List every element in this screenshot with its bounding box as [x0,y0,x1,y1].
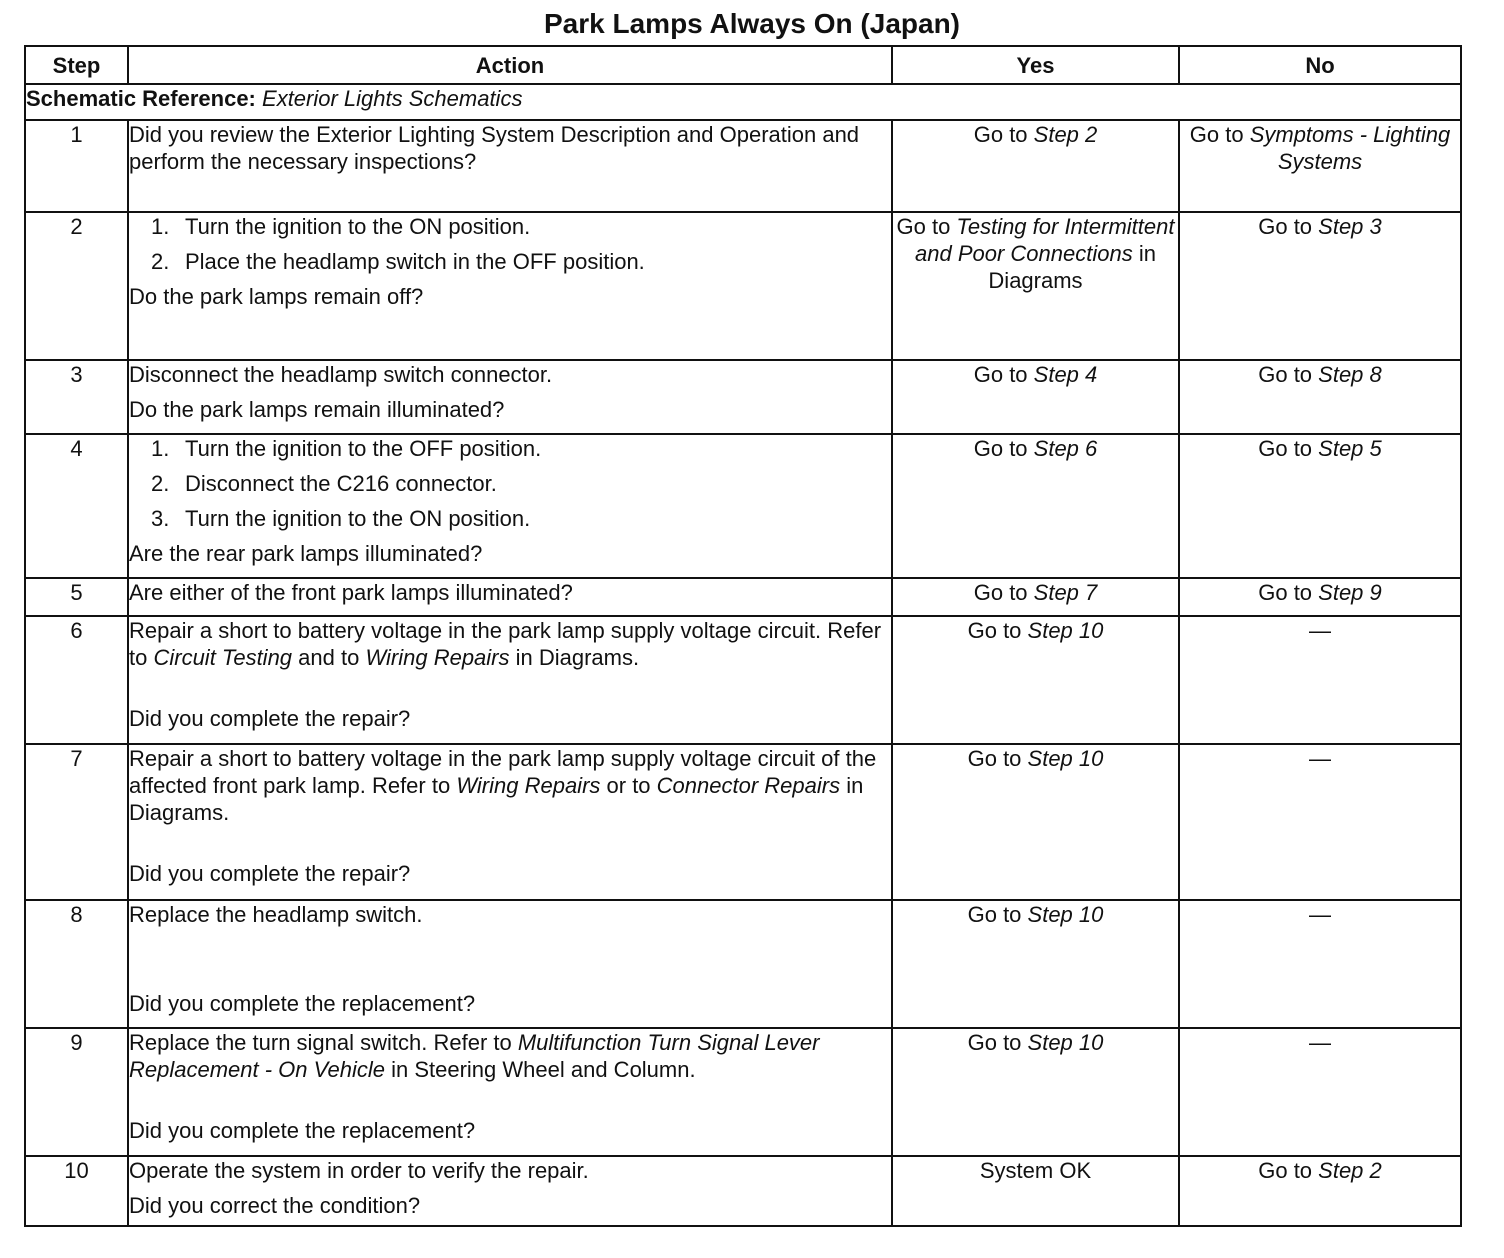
table-row [25,212,1461,360]
no-link[interactable]: Step 9 [1318,580,1382,605]
substep-text: Disconnect the C216 connector. [185,471,497,496]
table-row [25,900,1461,1028]
table-row [25,1156,1461,1226]
header-yes: Yes [892,46,1179,84]
action-text-part: Repair a short to battery voltage in the park lamp supply voltage circuit of the affected front park lamp. Refer to [129,746,877,798]
no-prefix: Go to [1189,122,1250,147]
action-text-part: in Steering Wheel and Column. [384,1057,696,1082]
no-cell [1179,900,1461,1028]
table-row [25,120,1461,212]
yes-text: System OK [979,1158,1092,1183]
action-link[interactable]: Wiring Repairs [365,645,510,670]
yes-link[interactable]: Step 10 [1027,618,1104,643]
header-step: Step [25,46,128,84]
yes-cell [892,212,1179,360]
no-link[interactable]: Step 8 [1318,362,1382,387]
step-number: 4 [25,434,128,578]
substep-number: 3. [151,506,170,531]
action-text: Are either of the front park lamps illuminated? [129,580,573,605]
action-text [129,1029,891,1083]
no-prefix: Go to [1258,214,1319,239]
no-link[interactable]: Step 5 [1318,436,1382,461]
schematic-link[interactable]: Exterior Lights Schematics [262,86,523,111]
action-text-part: Repair a short to battery voltage in the park lamp supply voltage circuit. Refer to [129,618,882,670]
no-dash: — [1309,902,1331,927]
yes-link[interactable]: Testing for Intermittent and Poor Connections [915,214,1175,266]
yes-cell [892,744,1179,900]
substep-text: Turn the ignition to the ON position. [185,506,531,531]
question-text: Do the park lamps remain illuminated? [129,397,505,422]
yes-cell [892,1156,1179,1226]
substep-number: 1. [151,436,170,461]
action-cell [128,434,892,578]
schematic-label: Schematic Reference: [26,86,256,111]
yes-prefix: Go to [973,362,1034,387]
diagnostic-table [24,45,1462,1227]
step-number: 8 [25,900,128,1028]
question-text: Are the rear park lamps illuminated? [129,541,483,566]
action-cell [128,900,892,1028]
substep [129,213,891,248]
no-dash: — [1309,618,1331,643]
no-prefix: Go to [1258,362,1319,387]
action-cell [128,212,892,360]
action-text-part: and to [292,645,366,670]
action-text [129,745,891,826]
no-dash: — [1309,1030,1331,1055]
action-text: Replace the headlamp switch. [129,902,423,927]
yes-cell [892,616,1179,744]
yes-cell [892,578,1179,616]
action-cell [128,744,892,900]
action-text-part: in Diagrams. [129,773,864,825]
yes-prefix: Go to [973,122,1034,147]
no-link[interactable]: Step 3 [1318,214,1382,239]
substep-number: 2. [151,471,170,496]
yes-prefix: Go to [967,1030,1028,1055]
yes-suffix: in Diagrams [988,241,1156,293]
table-row [25,434,1461,578]
no-prefix: Go to [1258,580,1319,605]
header-action: Action [128,46,892,84]
action-text: Operate the system in order to verify the repair. [129,1158,589,1183]
yes-link[interactable]: Step 10 [1027,1030,1104,1055]
action-cell [128,1156,892,1226]
substep-number: 1. [151,214,170,239]
action-text-part: Replace the turn signal switch. Refer to [129,1030,518,1055]
yes-link[interactable]: Step 6 [1033,436,1098,461]
no-dash: — [1309,746,1331,771]
substep-text: Place the headlamp switch in the OFF position. [185,249,645,274]
action-link[interactable]: Connector Repairs [656,773,841,798]
yes-link[interactable]: Step 7 [1033,580,1098,605]
no-cell [1179,360,1461,434]
step-number: 9 [25,1028,128,1156]
page-title: Park Lamps Always On (Japan) [544,8,960,39]
yes-prefix: Go to [967,746,1028,771]
action-cell [128,578,892,616]
step-number: 2 [25,212,128,360]
action-link[interactable]: Multifunction Turn Signal Lever Replacement - On Vehicle [129,1030,820,1082]
yes-link[interactable]: Step 2 [1033,122,1098,147]
yes-prefix: Go to [967,902,1028,927]
yes-link[interactable]: Step 10 [1027,902,1104,927]
question-text: Do the park lamps remain off? [129,284,424,309]
yes-link[interactable]: Step 10 [1027,746,1104,771]
no-prefix: Go to [1258,1158,1319,1183]
action-text: Did you review the Exterior Lighting System Description and Operation and perform the necessary inspections? [129,122,860,174]
substep [129,470,891,505]
yes-cell [892,1028,1179,1156]
question-text: Did you correct the condition? [129,1193,421,1218]
header-no: No [1179,46,1461,84]
substep [129,435,891,470]
yes-prefix: Go to [973,580,1034,605]
action-text: Disconnect the headlamp switch connector. [129,362,553,387]
table-row [25,360,1461,434]
action-link[interactable]: Circuit Testing [153,645,293,670]
yes-cell [892,900,1179,1028]
no-cell [1179,434,1461,578]
schematic-reference [25,84,1461,120]
substep-text: Turn the ignition to the OFF position. [185,436,542,461]
yes-prefix: Go to [973,436,1034,461]
question-text: Did you complete the repair? [129,706,411,731]
table-row [25,578,1461,616]
yes-cell [892,434,1179,578]
no-cell [1179,616,1461,744]
action-cell [128,120,892,212]
no-link[interactable]: Step 2 [1318,1158,1382,1183]
schematic-row [25,84,1461,120]
no-cell [1179,578,1461,616]
no-cell [1179,744,1461,900]
step-number: 5 [25,578,128,616]
table-row [25,616,1461,744]
action-text-part: in Diagrams. [509,645,640,670]
yes-cell [892,360,1179,434]
step-number: 7 [25,744,128,900]
action-text-part: or to [600,773,657,798]
yes-prefix: Go to [967,618,1028,643]
substep [129,248,891,283]
substep-number: 2. [151,249,170,274]
header-row [25,46,1461,84]
step-number: 6 [25,616,128,744]
step-number: 1 [25,120,128,212]
no-prefix: Go to [1258,436,1319,461]
action-cell [128,1028,892,1156]
action-cell [128,360,892,434]
step-number: 10 [25,1156,128,1226]
yes-cell [892,120,1179,212]
question-text: Did you complete the repair? [129,861,411,886]
question-text: Did you complete the replacement? [129,1118,476,1143]
action-cell [128,616,892,744]
no-cell [1179,120,1461,212]
table-row [25,1028,1461,1156]
yes-prefix: Go to [896,214,957,239]
substep-text: Turn the ignition to the ON position. [185,214,531,239]
yes-link[interactable]: Step 4 [1033,362,1098,387]
action-link[interactable]: Wiring Repairs [456,773,601,798]
question-text: Did you complete the replacement? [129,991,476,1016]
no-cell [1179,1156,1461,1226]
step-number: 3 [25,360,128,434]
table-row [25,744,1461,900]
no-cell [1179,212,1461,360]
substep [129,505,891,540]
no-cell [1179,1028,1461,1156]
action-text [129,617,891,671]
no-link[interactable]: Symptoms - Lighting Systems [1249,122,1451,174]
